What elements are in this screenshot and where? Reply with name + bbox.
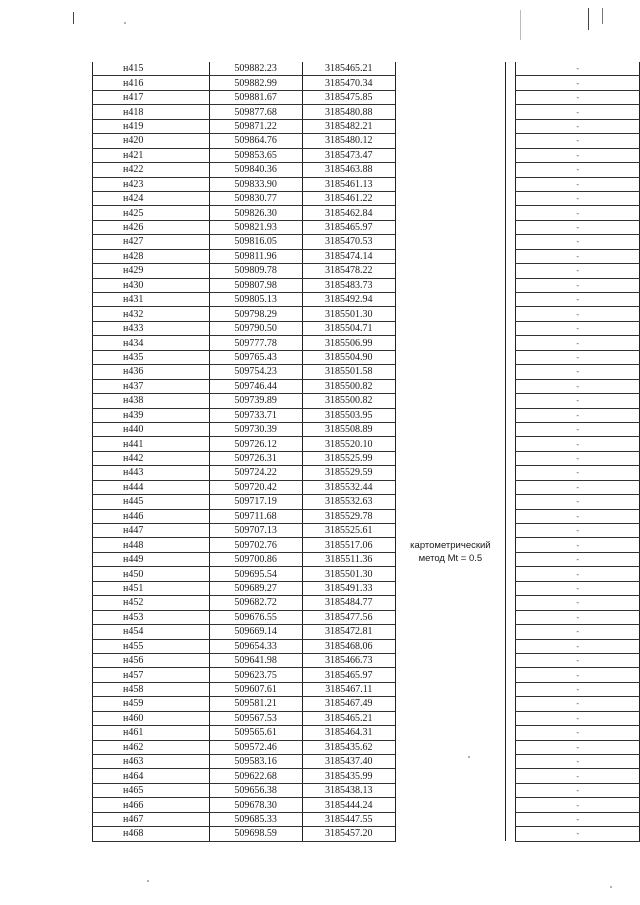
y-coordinate-cell: 3185501.30: [302, 307, 395, 321]
point-id-cell: н464: [93, 769, 210, 783]
x-coordinate-cell: 509805.13: [209, 293, 302, 307]
point-id-cell: н453: [93, 610, 210, 624]
y-coordinate-cell: 3185480.12: [302, 134, 395, 148]
table-row: [93, 480, 640, 494]
table-row: [93, 422, 640, 436]
description-cell: -: [516, 90, 640, 104]
point-id-cell: н430: [93, 278, 210, 292]
table-row: [93, 293, 640, 307]
y-coordinate-cell: 3185517.06: [302, 538, 395, 552]
x-coordinate-cell: 509871.22: [209, 119, 302, 133]
y-coordinate-cell: 3185470.34: [302, 76, 395, 90]
point-id-cell: н465: [93, 783, 210, 797]
table-row: [93, 552, 640, 566]
point-id-cell: н415: [93, 62, 210, 76]
point-id-cell: н455: [93, 639, 210, 653]
y-coordinate-cell: 3185468.06: [302, 639, 395, 653]
description-cell: -: [516, 235, 640, 249]
x-coordinate-cell: 509826.30: [209, 206, 302, 220]
description-cell: -: [516, 119, 640, 133]
y-coordinate-cell: 3185492.94: [302, 293, 395, 307]
x-coordinate-cell: 509882.99: [209, 76, 302, 90]
point-id-cell: н431: [93, 293, 210, 307]
description-cell: -: [516, 625, 640, 639]
x-coordinate-cell: 509698.59: [209, 827, 302, 841]
x-coordinate-cell: 509656.38: [209, 783, 302, 797]
description-cell: -: [516, 524, 640, 538]
coordinates-table-body: [93, 62, 640, 841]
y-coordinate-cell: 3185435.99: [302, 769, 395, 783]
y-coordinate-cell: 3185529.59: [302, 466, 395, 480]
point-id-cell: н457: [93, 668, 210, 682]
x-coordinate-cell: 509726.12: [209, 437, 302, 451]
method-text-line1: картометрический: [410, 539, 491, 551]
point-id-cell: н454: [93, 625, 210, 639]
description-cell: -: [516, 307, 640, 321]
description-cell: -: [516, 350, 640, 364]
point-id-cell: н462: [93, 740, 210, 754]
x-coordinate-cell: 509830.77: [209, 191, 302, 205]
table-row: [93, 755, 640, 769]
table-row: [93, 163, 640, 177]
scan-mark: [602, 8, 603, 24]
point-id-cell: н419: [93, 119, 210, 133]
y-coordinate-cell: 3185435.62: [302, 740, 395, 754]
x-coordinate-cell: 509833.90: [209, 177, 302, 191]
x-coordinate-cell: 509607.61: [209, 682, 302, 696]
scan-speck: [147, 880, 149, 882]
table-row: [93, 119, 640, 133]
y-coordinate-cell: 3185466.73: [302, 653, 395, 667]
y-coordinate-cell: 3185457.20: [302, 827, 395, 841]
y-coordinate-cell: 3185506.99: [302, 336, 395, 350]
point-id-cell: н438: [93, 394, 210, 408]
y-coordinate-cell: 3185464.31: [302, 726, 395, 740]
method-text-line2: метод Mt = 0.5: [418, 552, 483, 564]
table-row: [93, 726, 640, 740]
description-cell: -: [516, 798, 640, 812]
description-cell: -: [516, 148, 640, 162]
x-coordinate-cell: 509840.36: [209, 163, 302, 177]
point-id-cell: н448: [93, 538, 210, 552]
x-coordinate-cell: 509754.23: [209, 365, 302, 379]
x-coordinate-cell: 509720.42: [209, 480, 302, 494]
description-cell: -: [516, 278, 640, 292]
point-id-cell: н449: [93, 552, 210, 566]
x-coordinate-cell: 509623.75: [209, 668, 302, 682]
x-coordinate-cell: 509739.89: [209, 394, 302, 408]
y-coordinate-cell: 3185477.56: [302, 610, 395, 624]
description-cell: -: [516, 466, 640, 480]
description-cell: -: [516, 726, 640, 740]
x-coordinate-cell: 509746.44: [209, 379, 302, 393]
table-row: [93, 827, 640, 841]
y-coordinate-cell: 3185462.84: [302, 206, 395, 220]
x-coordinate-cell: 509581.21: [209, 697, 302, 711]
y-coordinate-cell: 3185501.58: [302, 365, 395, 379]
description-cell: -: [516, 827, 640, 841]
x-coordinate-cell: 509700.86: [209, 552, 302, 566]
table-row: [93, 105, 640, 119]
description-cell: -: [516, 394, 640, 408]
point-id-cell: н428: [93, 249, 210, 263]
description-cell: -: [516, 755, 640, 769]
description-cell: -: [516, 264, 640, 278]
y-coordinate-cell: 3185504.90: [302, 350, 395, 364]
table-row: [93, 451, 640, 465]
point-id-cell: н416: [93, 76, 210, 90]
description-cell: -: [516, 321, 640, 335]
description-cell: -: [516, 379, 640, 393]
y-coordinate-cell: 3185484.77: [302, 596, 395, 610]
x-coordinate-cell: 509669.14: [209, 625, 302, 639]
y-coordinate-cell: 3185465.21: [302, 62, 395, 76]
y-coordinate-cell: 3185532.63: [302, 495, 395, 509]
table-row: [93, 379, 640, 393]
scan-mark: [588, 8, 589, 30]
description-cell: -: [516, 552, 640, 566]
table-row: [93, 783, 640, 797]
description-cell: -: [516, 697, 640, 711]
y-coordinate-cell: 3185473.47: [302, 148, 395, 162]
y-coordinate-cell: 3185483.73: [302, 278, 395, 292]
description-cell: -: [516, 249, 640, 263]
y-coordinate-cell: 3185465.97: [302, 668, 395, 682]
x-coordinate-cell: 509565.61: [209, 726, 302, 740]
y-coordinate-cell: 3185474.14: [302, 249, 395, 263]
x-coordinate-cell: 509641.98: [209, 653, 302, 667]
description-cell: -: [516, 336, 640, 350]
y-coordinate-cell: 3185508.89: [302, 422, 395, 436]
point-id-cell: н442: [93, 451, 210, 465]
table-row: [93, 235, 640, 249]
scan-speck: [610, 886, 612, 888]
description-cell: -: [516, 610, 640, 624]
x-coordinate-cell: 509654.33: [209, 639, 302, 653]
point-id-cell: н432: [93, 307, 210, 321]
table-row: [93, 394, 640, 408]
x-coordinate-cell: 509733.71: [209, 408, 302, 422]
point-id-cell: н425: [93, 206, 210, 220]
point-id-cell: н424: [93, 191, 210, 205]
point-id-cell: н467: [93, 812, 210, 826]
scan-mark: [73, 12, 74, 24]
table-row: [93, 408, 640, 422]
table-row: [93, 668, 640, 682]
point-id-cell: н445: [93, 495, 210, 509]
x-coordinate-cell: 509882.23: [209, 62, 302, 76]
y-coordinate-cell: 3185437.40: [302, 755, 395, 769]
x-coordinate-cell: 509777.78: [209, 336, 302, 350]
x-coordinate-cell: 509622.68: [209, 769, 302, 783]
y-coordinate-cell: 3185520.10: [302, 437, 395, 451]
point-id-cell: н447: [93, 524, 210, 538]
table-row: [93, 639, 640, 653]
table-row: [93, 740, 640, 754]
point-id-cell: н427: [93, 235, 210, 249]
table-row: [93, 264, 640, 278]
x-coordinate-cell: 509765.43: [209, 350, 302, 364]
description-cell: -: [516, 769, 640, 783]
description-cell: -: [516, 220, 640, 234]
description-cell: -: [516, 62, 640, 76]
table-row: [93, 711, 640, 725]
description-cell: -: [516, 538, 640, 552]
description-cell: -: [516, 653, 640, 667]
point-id-cell: н463: [93, 755, 210, 769]
x-coordinate-cell: 509877.68: [209, 105, 302, 119]
point-id-cell: н441: [93, 437, 210, 451]
y-coordinate-cell: 3185467.49: [302, 697, 395, 711]
table-row: [93, 653, 640, 667]
y-coordinate-cell: 3185511.36: [302, 552, 395, 566]
point-id-cell: н443: [93, 466, 210, 480]
point-id-cell: н461: [93, 726, 210, 740]
table-row: [93, 437, 640, 451]
table-row: [93, 90, 640, 104]
table-row: [93, 278, 640, 292]
x-coordinate-cell: 509676.55: [209, 610, 302, 624]
table-row: [93, 509, 640, 523]
description-cell: -: [516, 740, 640, 754]
table-row: [93, 76, 640, 90]
point-id-cell: н423: [93, 177, 210, 191]
y-coordinate-cell: 3185444.24: [302, 798, 395, 812]
scan-mark: [520, 10, 521, 40]
description-cell: -: [516, 567, 640, 581]
y-coordinate-cell: 3185470.53: [302, 235, 395, 249]
point-id-cell: н433: [93, 321, 210, 335]
table-row: [93, 812, 640, 826]
description-cell: -: [516, 365, 640, 379]
description-cell: -: [516, 639, 640, 653]
point-id-cell: н459: [93, 697, 210, 711]
table-row: [93, 567, 640, 581]
point-id-cell: н460: [93, 711, 210, 725]
y-coordinate-cell: 3185504.71: [302, 321, 395, 335]
point-id-cell: н450: [93, 567, 210, 581]
table-row: [93, 191, 640, 205]
y-coordinate-cell: 3185491.33: [302, 581, 395, 595]
description-cell: -: [516, 437, 640, 451]
description-cell: -: [516, 480, 640, 494]
table-row: [93, 538, 640, 552]
y-coordinate-cell: 3185465.97: [302, 220, 395, 234]
y-coordinate-cell: 3185465.21: [302, 711, 395, 725]
table-row: [93, 697, 640, 711]
table-row: [93, 495, 640, 509]
x-coordinate-cell: 509695.54: [209, 567, 302, 581]
column-gap: [505, 62, 516, 841]
y-coordinate-cell: 3185438.13: [302, 783, 395, 797]
table-row: [93, 220, 640, 234]
x-coordinate-cell: 509678.30: [209, 798, 302, 812]
y-coordinate-cell: 3185482.21: [302, 119, 395, 133]
table-row: [93, 365, 640, 379]
y-coordinate-cell: 3185463.88: [302, 163, 395, 177]
y-coordinate-cell: 3185500.82: [302, 394, 395, 408]
point-id-cell: н439: [93, 408, 210, 422]
x-coordinate-cell: 509809.78: [209, 264, 302, 278]
point-id-cell: н435: [93, 350, 210, 364]
description-cell: -: [516, 812, 640, 826]
x-coordinate-cell: 509853.65: [209, 148, 302, 162]
y-coordinate-cell: 3185467.11: [302, 682, 395, 696]
description-cell: -: [516, 783, 640, 797]
point-id-cell: н417: [93, 90, 210, 104]
x-coordinate-cell: 509711.68: [209, 509, 302, 523]
point-id-cell: н456: [93, 653, 210, 667]
table-row: [93, 249, 640, 263]
table-row: [93, 148, 640, 162]
description-cell: -: [516, 711, 640, 725]
x-coordinate-cell: 509707.13: [209, 524, 302, 538]
description-cell: -: [516, 134, 640, 148]
description-cell: -: [516, 293, 640, 307]
y-coordinate-cell: 3185475.85: [302, 90, 395, 104]
table-row: [93, 336, 640, 350]
point-id-cell: н458: [93, 682, 210, 696]
point-id-cell: н446: [93, 509, 210, 523]
y-coordinate-cell: 3185461.22: [302, 191, 395, 205]
table-row: [93, 466, 640, 480]
scan-speck: [124, 22, 126, 24]
x-coordinate-cell: 509790.50: [209, 321, 302, 335]
table-row: [93, 134, 640, 148]
description-cell: -: [516, 451, 640, 465]
method-cell: [395, 62, 505, 841]
description-cell: -: [516, 509, 640, 523]
point-id-cell: н436: [93, 365, 210, 379]
point-id-cell: н452: [93, 596, 210, 610]
description-cell: -: [516, 206, 640, 220]
x-coordinate-cell: 509583.16: [209, 755, 302, 769]
table-row: [93, 524, 640, 538]
y-coordinate-cell: 3185472.81: [302, 625, 395, 639]
point-id-cell: н421: [93, 148, 210, 162]
y-coordinate-cell: 3185501.30: [302, 567, 395, 581]
description-cell: -: [516, 105, 640, 119]
point-id-cell: н426: [93, 220, 210, 234]
y-coordinate-cell: 3185480.88: [302, 105, 395, 119]
x-coordinate-cell: 509864.76: [209, 134, 302, 148]
y-coordinate-cell: 3185447.55: [302, 812, 395, 826]
x-coordinate-cell: 509730.39: [209, 422, 302, 436]
point-id-cell: н444: [93, 480, 210, 494]
table-row: [93, 307, 640, 321]
x-coordinate-cell: 509821.93: [209, 220, 302, 234]
y-coordinate-cell: 3185529.78: [302, 509, 395, 523]
description-cell: -: [516, 163, 640, 177]
table-row: [93, 350, 640, 364]
x-coordinate-cell: 509726.31: [209, 451, 302, 465]
x-coordinate-cell: 509816.05: [209, 235, 302, 249]
y-coordinate-cell: 3185532.44: [302, 480, 395, 494]
y-coordinate-cell: 3185525.61: [302, 524, 395, 538]
table-row: [93, 769, 640, 783]
table-row: [93, 682, 640, 696]
description-cell: -: [516, 596, 640, 610]
x-coordinate-cell: 509798.29: [209, 307, 302, 321]
x-coordinate-cell: 509689.27: [209, 581, 302, 595]
point-id-cell: н429: [93, 264, 210, 278]
table-row: [93, 596, 640, 610]
y-coordinate-cell: 3185500.82: [302, 379, 395, 393]
point-id-cell: н434: [93, 336, 210, 350]
table-row: [93, 206, 640, 220]
table-row: [93, 610, 640, 624]
point-id-cell: н422: [93, 163, 210, 177]
point-id-cell: н437: [93, 379, 210, 393]
description-cell: -: [516, 682, 640, 696]
y-coordinate-cell: 3185461.13: [302, 177, 395, 191]
description-cell: -: [516, 581, 640, 595]
y-coordinate-cell: 3185503.95: [302, 408, 395, 422]
coordinates-table: [92, 62, 640, 842]
description-cell: -: [516, 408, 640, 422]
point-id-cell: н468: [93, 827, 210, 841]
description-cell: -: [516, 495, 640, 509]
description-cell: -: [516, 76, 640, 90]
x-coordinate-cell: 509572.46: [209, 740, 302, 754]
table-row: [93, 625, 640, 639]
table-row: [93, 798, 640, 812]
y-coordinate-cell: 3185478.22: [302, 264, 395, 278]
x-coordinate-cell: 509811.96: [209, 249, 302, 263]
x-coordinate-cell: 509682.72: [209, 596, 302, 610]
table-row: [93, 177, 640, 191]
table-row: [93, 321, 640, 335]
table-row: [93, 62, 640, 76]
point-id-cell: н418: [93, 105, 210, 119]
description-cell: -: [516, 668, 640, 682]
point-id-cell: н440: [93, 422, 210, 436]
y-coordinate-cell: 3185525.99: [302, 451, 395, 465]
x-coordinate-cell: 509717.19: [209, 495, 302, 509]
description-cell: -: [516, 422, 640, 436]
x-coordinate-cell: 509881.67: [209, 90, 302, 104]
description-cell: -: [516, 191, 640, 205]
x-coordinate-cell: 509724.22: [209, 466, 302, 480]
table-row: [93, 581, 640, 595]
point-id-cell: н451: [93, 581, 210, 595]
x-coordinate-cell: 509685.33: [209, 812, 302, 826]
point-id-cell: н466: [93, 798, 210, 812]
x-coordinate-cell: 509702.76: [209, 538, 302, 552]
point-id-cell: н420: [93, 134, 210, 148]
x-coordinate-cell: 509567.53: [209, 711, 302, 725]
description-cell: -: [516, 177, 640, 191]
x-coordinate-cell: 509807.98: [209, 278, 302, 292]
